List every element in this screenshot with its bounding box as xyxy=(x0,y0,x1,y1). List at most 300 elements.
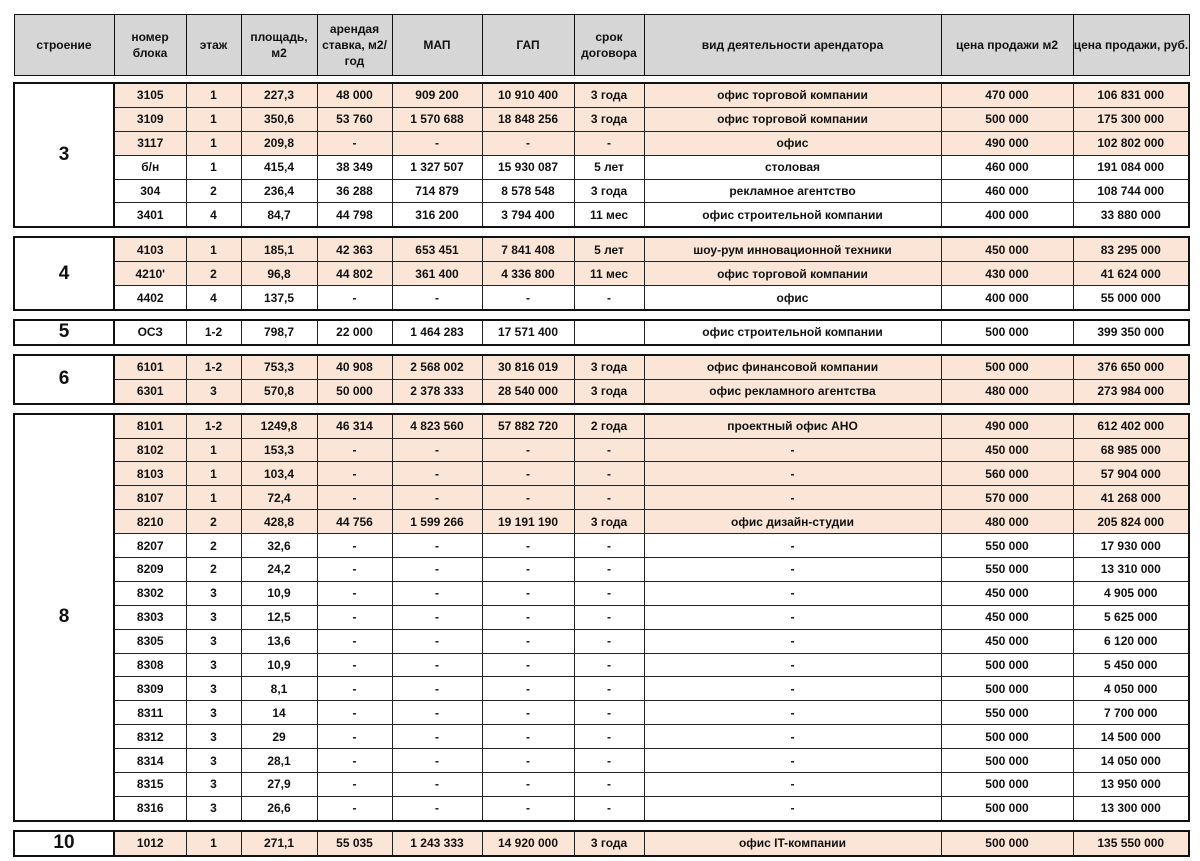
cell-term: - xyxy=(574,558,644,582)
cell-block: б/н xyxy=(114,155,186,179)
cell-area: 227,3 xyxy=(241,83,317,107)
header-block: номер блока xyxy=(114,15,186,76)
group-spacer-cell xyxy=(14,227,1189,237)
cell-area: 10,9 xyxy=(241,653,317,677)
property-table xyxy=(13,14,1190,857)
cell-map: - xyxy=(392,749,482,773)
cell-price-total: 5 450 000 xyxy=(1073,653,1189,677)
building-number: 3 xyxy=(14,83,114,227)
cell-price-total: 4 050 000 xyxy=(1073,677,1189,701)
cell-gap: 14 920 000 xyxy=(482,831,574,856)
cell-price-m2: 450 000 xyxy=(941,605,1073,629)
cell-term: - xyxy=(574,725,644,749)
cell-activity: проектный офис АНО xyxy=(644,414,941,438)
cell-term: 5 лет xyxy=(574,237,644,261)
cell-term: 5 лет xyxy=(574,155,644,179)
cell-term: - xyxy=(574,701,644,725)
cell-map: - xyxy=(392,558,482,582)
cell-area: 14 xyxy=(241,701,317,725)
cell-area: 236,4 xyxy=(241,179,317,203)
table-row xyxy=(14,558,1189,582)
cell-block: 3105 xyxy=(114,83,186,107)
cell-price-total: 205 824 000 xyxy=(1073,510,1189,534)
cell-price-total: 106 831 000 xyxy=(1073,83,1189,107)
cell-term: 11 мес xyxy=(574,203,644,227)
cell-activity: офис строительной компании xyxy=(644,203,941,227)
cell-term: 3 года xyxy=(574,831,644,856)
cell-block: 8209 xyxy=(114,558,186,582)
cell-rate: - xyxy=(317,581,392,605)
group-spacer xyxy=(14,404,1189,414)
header-rate: арендая ставка, м2/год xyxy=(317,15,392,76)
cell-price-m2: 450 000 xyxy=(941,438,1073,462)
cell-price-total: 612 402 000 xyxy=(1073,414,1189,438)
cell-rate: - xyxy=(317,558,392,582)
cell-block: 4103 xyxy=(114,237,186,261)
group-spacer xyxy=(14,227,1189,237)
cell-rate: 50 000 xyxy=(317,379,392,403)
header-row xyxy=(14,15,1189,76)
cell-block: 4210' xyxy=(114,262,186,286)
cell-term: 3 года xyxy=(574,83,644,107)
cell-activity: - xyxy=(644,701,941,725)
cell-price-total: 17 930 000 xyxy=(1073,534,1189,558)
building-number: 6 xyxy=(14,355,114,404)
cell-block: 8309 xyxy=(114,677,186,701)
cell-price-total: 175 300 000 xyxy=(1073,107,1189,131)
cell-block: 8314 xyxy=(114,749,186,773)
cell-area: 84,7 xyxy=(241,203,317,227)
cell-area: 24,2 xyxy=(241,558,317,582)
cell-rate: 22 000 xyxy=(317,320,392,345)
cell-term: 11 мес xyxy=(574,262,644,286)
group-spacer-cell xyxy=(14,345,1189,355)
cell-gap: 10 910 400 xyxy=(482,83,574,107)
cell-block: 8103 xyxy=(114,462,186,486)
cell-area: 798,7 xyxy=(241,320,317,345)
cell-rate: 40 908 xyxy=(317,355,392,379)
cell-floor: 1 xyxy=(186,155,241,179)
cell-area: 8,1 xyxy=(241,677,317,701)
cell-map: 1 243 333 xyxy=(392,831,482,856)
table-row xyxy=(14,262,1189,286)
cell-price-m2: 400 000 xyxy=(941,203,1073,227)
cell-term: - xyxy=(574,653,644,677)
cell-price-total: 135 550 000 xyxy=(1073,831,1189,856)
cell-floor: 3 xyxy=(186,629,241,653)
cell-block: ОСЗ xyxy=(114,320,186,345)
cell-area: 153,3 xyxy=(241,438,317,462)
cell-floor: 3 xyxy=(186,581,241,605)
cell-gap: - xyxy=(482,725,574,749)
cell-rate: - xyxy=(317,701,392,725)
cell-block: 3401 xyxy=(114,203,186,227)
building-number: 8 xyxy=(14,414,114,821)
cell-price-total: 68 985 000 xyxy=(1073,438,1189,462)
building-number: 10 xyxy=(14,831,114,856)
cell-floor: 2 xyxy=(186,558,241,582)
cell-term: - xyxy=(574,131,644,155)
cell-price-m2: 550 000 xyxy=(941,701,1073,725)
cell-area: 271,1 xyxy=(241,831,317,856)
cell-price-total: 41 624 000 xyxy=(1073,262,1189,286)
cell-map: - xyxy=(392,677,482,701)
cell-floor: 3 xyxy=(186,605,241,629)
cell-floor: 1 xyxy=(186,83,241,107)
cell-rate: - xyxy=(317,796,392,820)
cell-price-total: 83 295 000 xyxy=(1073,237,1189,261)
cell-block: 3117 xyxy=(114,131,186,155)
cell-map: - xyxy=(392,725,482,749)
cell-activity: офис торговой компании xyxy=(644,83,941,107)
table-row xyxy=(14,414,1189,438)
cell-area: 72,4 xyxy=(241,486,317,510)
cell-price-m2: 500 000 xyxy=(941,831,1073,856)
cell-term: - xyxy=(574,605,644,629)
cell-term xyxy=(574,320,644,345)
cell-price-m2: 400 000 xyxy=(941,286,1073,310)
cell-map: 714 879 xyxy=(392,179,482,203)
cell-rate: - xyxy=(317,486,392,510)
cell-gap: - xyxy=(482,701,574,725)
cell-map: 1 464 283 xyxy=(392,320,482,345)
cell-gap: 18 848 256 xyxy=(482,107,574,131)
cell-rate: - xyxy=(317,131,392,155)
cell-price-m2: 490 000 xyxy=(941,131,1073,155)
building-number: 4 xyxy=(14,237,114,310)
cell-term: - xyxy=(574,462,644,486)
group-spacer-cell xyxy=(14,310,1189,320)
table-row xyxy=(14,462,1189,486)
header-gap: ГАП xyxy=(482,15,574,76)
cell-map: - xyxy=(392,581,482,605)
cell-block: 8102 xyxy=(114,438,186,462)
header-building: строение xyxy=(14,15,114,76)
table-row xyxy=(14,749,1189,773)
cell-activity: - xyxy=(644,677,941,701)
cell-block: 8207 xyxy=(114,534,186,558)
cell-map: 2 568 002 xyxy=(392,355,482,379)
cell-area: 12,5 xyxy=(241,605,317,629)
cell-block: 8302 xyxy=(114,581,186,605)
cell-block: 8315 xyxy=(114,773,186,797)
header-activity: вид деятельности арендатора xyxy=(644,15,941,76)
cell-rate: 44 802 xyxy=(317,262,392,286)
cell-rate: 42 363 xyxy=(317,237,392,261)
group-spacer-cell xyxy=(14,76,1189,84)
cell-block: 8101 xyxy=(114,414,186,438)
cell-price-total: 4 905 000 xyxy=(1073,581,1189,605)
cell-rate: 46 314 xyxy=(317,414,392,438)
cell-price-total: 41 268 000 xyxy=(1073,486,1189,510)
cell-activity: офис xyxy=(644,286,941,310)
cell-price-total: 108 744 000 xyxy=(1073,179,1189,203)
cell-activity: офис строительной компании xyxy=(644,320,941,345)
cell-term: - xyxy=(574,677,644,701)
header-map: МАП xyxy=(392,15,482,76)
group-spacer-cell xyxy=(14,821,1189,831)
cell-gap: 8 578 548 xyxy=(482,179,574,203)
cell-floor: 3 xyxy=(186,653,241,677)
cell-floor: 2 xyxy=(186,179,241,203)
cell-activity: - xyxy=(644,581,941,605)
cell-price-total: 13 310 000 xyxy=(1073,558,1189,582)
cell-term: 3 года xyxy=(574,379,644,403)
cell-area: 32,6 xyxy=(241,534,317,558)
cell-area: 10,9 xyxy=(241,581,317,605)
cell-floor: 1 xyxy=(186,237,241,261)
cell-rate: - xyxy=(317,605,392,629)
cell-activity: шоу-рум инновационной техники xyxy=(644,237,941,261)
table-row xyxy=(14,581,1189,605)
cell-map: 361 400 xyxy=(392,262,482,286)
cell-gap: 17 571 400 xyxy=(482,320,574,345)
header-price-m2: цена продажи м2 xyxy=(941,15,1073,76)
table-row xyxy=(14,438,1189,462)
cell-area: 428,8 xyxy=(241,510,317,534)
cell-map: - xyxy=(392,486,482,510)
cell-area: 185,1 xyxy=(241,237,317,261)
cell-price-m2: 500 000 xyxy=(941,355,1073,379)
cell-price-total: 376 650 000 xyxy=(1073,355,1189,379)
cell-rate: 44 798 xyxy=(317,203,392,227)
cell-price-total: 14 500 000 xyxy=(1073,725,1189,749)
cell-price-total: 5 625 000 xyxy=(1073,605,1189,629)
cell-price-m2: 500 000 xyxy=(941,773,1073,797)
cell-floor: 1-2 xyxy=(186,414,241,438)
cell-activity: - xyxy=(644,653,941,677)
cell-gap: 3 794 400 xyxy=(482,203,574,227)
cell-map: - xyxy=(392,773,482,797)
cell-price-total: 7 700 000 xyxy=(1073,701,1189,725)
cell-block: 8210 xyxy=(114,510,186,534)
cell-rate: - xyxy=(317,677,392,701)
cell-gap: 15 930 087 xyxy=(482,155,574,179)
cell-map: - xyxy=(392,534,482,558)
cell-block: 4402 xyxy=(114,286,186,310)
cell-gap: - xyxy=(482,629,574,653)
table-row xyxy=(14,510,1189,534)
property-table-sheet xyxy=(13,14,1188,857)
cell-map: 1 570 688 xyxy=(392,107,482,131)
cell-price-m2: 450 000 xyxy=(941,629,1073,653)
header-price-total: цена продажи, руб. xyxy=(1073,15,1189,76)
cell-map: 909 200 xyxy=(392,83,482,107)
cell-price-total: 13 950 000 xyxy=(1073,773,1189,797)
cell-gap: - xyxy=(482,534,574,558)
cell-term: - xyxy=(574,773,644,797)
cell-activity: офис рекламного агентства xyxy=(644,379,941,403)
cell-map: - xyxy=(392,796,482,820)
table-row xyxy=(14,677,1189,701)
table-row xyxy=(14,486,1189,510)
cell-price-total: 102 802 000 xyxy=(1073,131,1189,155)
cell-floor: 1 xyxy=(186,462,241,486)
cell-floor: 3 xyxy=(186,701,241,725)
table-row xyxy=(14,629,1189,653)
header-floor: этаж xyxy=(186,15,241,76)
cell-term: 3 года xyxy=(574,107,644,131)
cell-activity: - xyxy=(644,438,941,462)
table-body xyxy=(14,76,1189,856)
cell-floor: 1 xyxy=(186,438,241,462)
cell-price-m2: 570 000 xyxy=(941,486,1073,510)
cell-floor: 2 xyxy=(186,534,241,558)
cell-price-total: 6 120 000 xyxy=(1073,629,1189,653)
cell-term: - xyxy=(574,629,644,653)
cell-floor: 2 xyxy=(186,510,241,534)
cell-area: 27,9 xyxy=(241,773,317,797)
cell-map: 1 599 266 xyxy=(392,510,482,534)
cell-rate: - xyxy=(317,438,392,462)
cell-floor: 1 xyxy=(186,831,241,856)
cell-activity: - xyxy=(644,558,941,582)
cell-gap: 28 540 000 xyxy=(482,379,574,403)
cell-term: - xyxy=(574,749,644,773)
table-row xyxy=(14,701,1189,725)
cell-area: 103,4 xyxy=(241,462,317,486)
table-row xyxy=(14,107,1189,131)
cell-price-m2: 500 000 xyxy=(941,749,1073,773)
cell-activity: офис IT-компании xyxy=(644,831,941,856)
cell-rate: - xyxy=(317,286,392,310)
cell-activity: - xyxy=(644,605,941,629)
cell-rate: 44 756 xyxy=(317,510,392,534)
cell-rate: - xyxy=(317,725,392,749)
table-row xyxy=(14,831,1189,856)
cell-rate: - xyxy=(317,629,392,653)
cell-term: 3 года xyxy=(574,179,644,203)
table-row xyxy=(14,355,1189,379)
cell-gap: - xyxy=(482,605,574,629)
cell-term: - xyxy=(574,796,644,820)
table-row xyxy=(14,83,1189,107)
cell-activity: офис торговой компании xyxy=(644,107,941,131)
cell-rate: 48 000 xyxy=(317,83,392,107)
cell-block: 8308 xyxy=(114,653,186,677)
cell-rate: - xyxy=(317,462,392,486)
table-row xyxy=(14,237,1189,261)
cell-gap: 19 191 190 xyxy=(482,510,574,534)
cell-rate: - xyxy=(317,534,392,558)
cell-area: 96,8 xyxy=(241,262,317,286)
cell-area: 209,8 xyxy=(241,131,317,155)
cell-rate: 36 288 xyxy=(317,179,392,203)
cell-gap: - xyxy=(482,653,574,677)
cell-price-m2: 500 000 xyxy=(941,320,1073,345)
cell-activity: - xyxy=(644,725,941,749)
cell-activity: офис xyxy=(644,131,941,155)
cell-activity: офис дизайн-студии xyxy=(644,510,941,534)
cell-activity: - xyxy=(644,749,941,773)
cell-floor: 1 xyxy=(186,486,241,510)
table-row xyxy=(14,653,1189,677)
cell-term: - xyxy=(574,438,644,462)
cell-price-total: 399 350 000 xyxy=(1073,320,1189,345)
table-row xyxy=(14,179,1189,203)
cell-map: 2 378 333 xyxy=(392,379,482,403)
cell-map: - xyxy=(392,701,482,725)
cell-price-m2: 550 000 xyxy=(941,534,1073,558)
cell-floor: 4 xyxy=(186,286,241,310)
cell-price-total: 55 000 000 xyxy=(1073,286,1189,310)
cell-map: 316 200 xyxy=(392,203,482,227)
table-row xyxy=(14,534,1189,558)
cell-activity: - xyxy=(644,486,941,510)
cell-rate: - xyxy=(317,653,392,677)
cell-map: - xyxy=(392,462,482,486)
table-row xyxy=(14,379,1189,403)
cell-activity: рекламное агентство xyxy=(644,179,941,203)
cell-gap: 57 882 720 xyxy=(482,414,574,438)
cell-price-m2: 500 000 xyxy=(941,796,1073,820)
cell-floor: 4 xyxy=(186,203,241,227)
cell-price-total: 14 050 000 xyxy=(1073,749,1189,773)
cell-floor: 3 xyxy=(186,379,241,403)
cell-block: 8107 xyxy=(114,486,186,510)
cell-map: 653 451 xyxy=(392,237,482,261)
cell-activity: столовая xyxy=(644,155,941,179)
cell-floor: 3 xyxy=(186,677,241,701)
cell-price-total: 57 904 000 xyxy=(1073,462,1189,486)
cell-price-m2: 480 000 xyxy=(941,379,1073,403)
cell-map: - xyxy=(392,131,482,155)
cell-floor: 3 xyxy=(186,796,241,820)
cell-activity: - xyxy=(644,773,941,797)
cell-price-m2: 500 000 xyxy=(941,677,1073,701)
cell-price-m2: 450 000 xyxy=(941,581,1073,605)
cell-gap: - xyxy=(482,558,574,582)
cell-price-m2: 550 000 xyxy=(941,558,1073,582)
cell-block: 6301 xyxy=(114,379,186,403)
cell-price-m2: 560 000 xyxy=(941,462,1073,486)
cell-gap: - xyxy=(482,773,574,797)
group-spacer-cell xyxy=(14,404,1189,414)
cell-block: 6101 xyxy=(114,355,186,379)
cell-gap: - xyxy=(482,131,574,155)
cell-floor: 1 xyxy=(186,107,241,131)
group-spacer xyxy=(14,310,1189,320)
cell-activity: офис финансовой компании xyxy=(644,355,941,379)
cell-block: 3109 xyxy=(114,107,186,131)
cell-floor: 3 xyxy=(186,749,241,773)
cell-area: 26,6 xyxy=(241,796,317,820)
cell-gap: - xyxy=(482,749,574,773)
table-row xyxy=(14,796,1189,820)
cell-price-m2: 460 000 xyxy=(941,179,1073,203)
cell-price-m2: 430 000 xyxy=(941,262,1073,286)
cell-price-m2: 500 000 xyxy=(941,107,1073,131)
cell-map: - xyxy=(392,653,482,677)
cell-map: - xyxy=(392,438,482,462)
cell-activity: - xyxy=(644,629,941,653)
cell-term: 3 года xyxy=(574,355,644,379)
cell-rate: - xyxy=(317,773,392,797)
cell-activity: - xyxy=(644,462,941,486)
cell-floor: 1-2 xyxy=(186,320,241,345)
cell-area: 570,8 xyxy=(241,379,317,403)
cell-price-m2: 490 000 xyxy=(941,414,1073,438)
table-row xyxy=(14,203,1189,227)
cell-area: 1249,8 xyxy=(241,414,317,438)
cell-area: 415,4 xyxy=(241,155,317,179)
table-row xyxy=(14,725,1189,749)
cell-rate: 55 035 xyxy=(317,831,392,856)
cell-block: 8305 xyxy=(114,629,186,653)
cell-gap: - xyxy=(482,486,574,510)
cell-area: 13,6 xyxy=(241,629,317,653)
cell-gap: 7 841 408 xyxy=(482,237,574,261)
